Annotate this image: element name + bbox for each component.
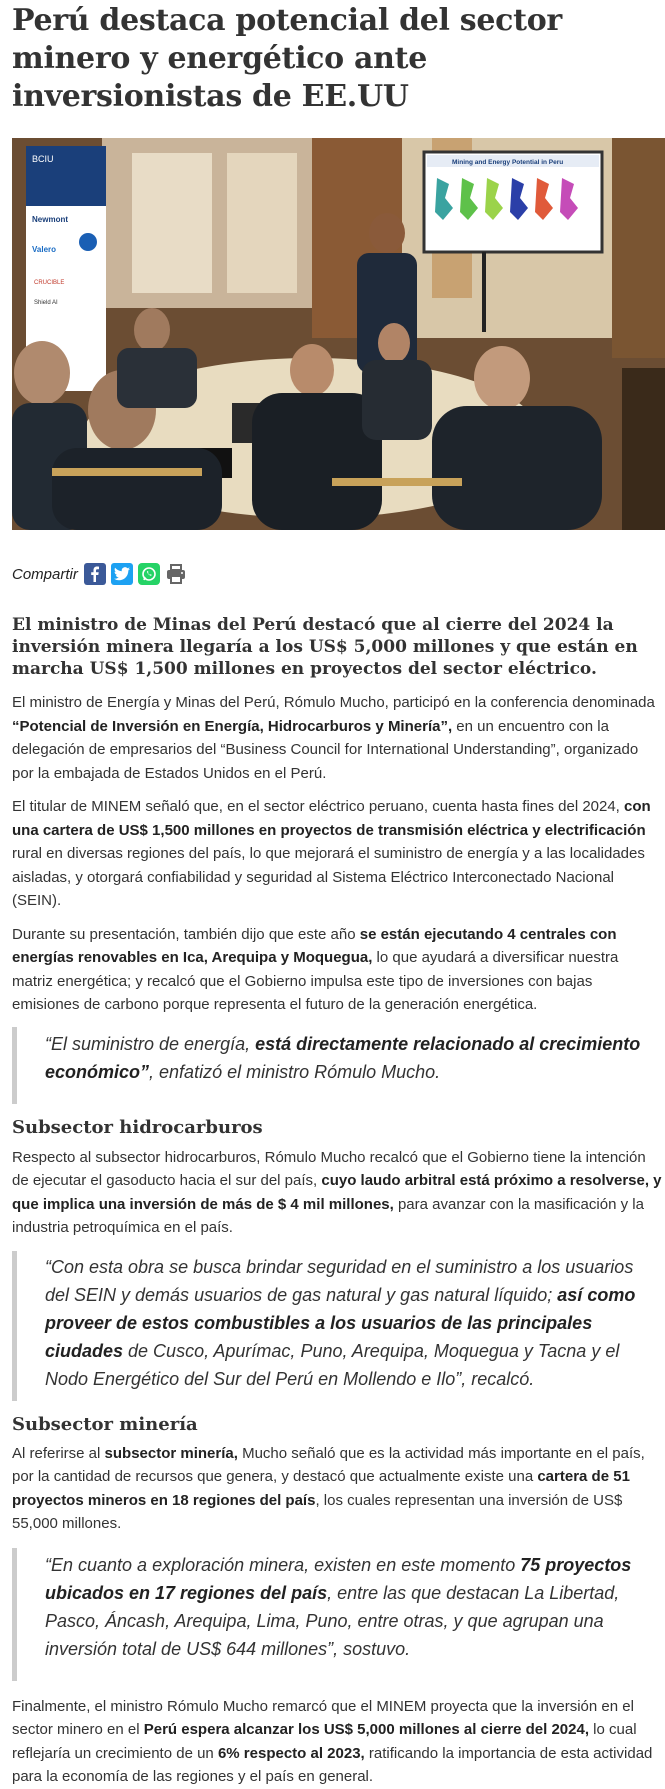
paragraph-6: Finalmente, el ministro Rómulo Mucho remarcó que el MINEM proyecta que la inversión en el sector minero en el Perú espera alcanzar los US$ 5,000 millones al cierre del 2024, lo cual reflejaría un crecimiento de un 6% respecto al 2023, ratificando la importancia de esta actividad para la economía de las regiones y el país en general. bbox=[12, 1697, 653, 1785]
share-label: Compartir bbox=[12, 565, 78, 583]
paragraph-4: Respecto al subsector hidrocarburos, Rómulo Mucho recalcó que el Gobierno tiene la intención de ejecutar el gasoducto hacia el sur del país, cuyo laudo arbitral está próximo a resolverse, y que implica una inversión de más de $ 4 mil millones, para avanzar con la masificación y la industria petroquímica en el país. bbox=[12, 1148, 662, 1236]
screen-title: Mining and Energy Potential in Peru bbox=[452, 159, 564, 166]
whatsapp-icon[interactable] bbox=[138, 563, 160, 585]
paragraph-2: El titular de MINEM señaló que, en el sector eléctrico peruano, cuenta hasta fines del 2024, con una cartera de US$ 1,500 millones en proyectos de transmisión eléctrica y electrificación rural en diversas regiones del país, lo que mejorará el suministro de energía y a las localidades aisladas, y otorgará confiabilidad y seguridad al Sistema Eléctrico Interconectado Nacional (SEIN). bbox=[12, 798, 651, 909]
share-bar bbox=[12, 560, 665, 588]
banner-logo-4: CRUCIBLE bbox=[34, 280, 65, 286]
paragraph-5: Al referirse al subsector minería, Mucho señaló que es la actividad más importante en el país, por la cantidad de recursos que genera, y destacó que actualmente existe una cartera de 51 proyectos mineros en 18 regiones del país, los cuales representan una inversión de US$ 55,000 millones. bbox=[12, 1444, 645, 1532]
paragraph-3: Durante su presentación, también dijo que este año se están ejecutando 4 centrales con energías renovables en Ica, Arequipa y Moquegua, lo que ayudará a diversificar nuestra matriz energética; y recalcó que el Gobierno impulsa este tipo de inversiones con bajas emisiones de carbono porque representa el futuro de la generación energética. bbox=[12, 925, 619, 1013]
banner-logo-2: Valero bbox=[32, 245, 57, 254]
quote-2: “Con esta obra se busca brindar seguridad en el suministro a los usuarios del SEIN y demás usuarios de gas natural y gas natural líquido; así como proveer de estos combustibles a los usuarios de las principales ciudades de Cusco, Apurímac, Puno, Arequipa, Moquegua y Tacna y el Nodo Energético del Sur del Perú en Mollendo e Ilo”, recalcó. bbox=[12, 1251, 652, 1401]
banner-logo-5: Shield AI bbox=[34, 300, 58, 306]
facebook-icon[interactable] bbox=[84, 563, 106, 585]
twitter-icon[interactable] bbox=[111, 563, 133, 585]
heading-mineria: Subsector minería bbox=[12, 1413, 198, 1435]
print-icon[interactable] bbox=[165, 563, 187, 585]
quote-1: “El suministro de energía, está directamente relacionado al crecimiento económico”, enfatizó el ministro Rómulo Mucho. bbox=[12, 1027, 652, 1104]
paragraph-1: El ministro de Energía y Minas del Perú, Rómulo Mucho, participó en la conferencia denominada “Potencial de Inversión en Energía, Hidrocarburos y Minería”, en un encuentro con la delegación de empresarios del “Business Council for International Understanding”, organizado por la embajada de Estados Unidos en el Perú. bbox=[12, 694, 655, 782]
quote-3: “En cuanto a exploración minera, existen en este momento 75 proyectos ubicados en 17 regiones del país, entre las que destacan La Libertad, Pasco, Áncash, Arequipa, Lima, Puno, entre otras, y que agrupan una inversión total de US$ 644 millones”, sostuvo. bbox=[12, 1548, 652, 1681]
article-title: Perú destaca potencial del sector minero y energético ante inversionistas de EE.UU bbox=[12, 3, 562, 114]
hero-illustration bbox=[12, 138, 665, 530]
banner-logo-1: Newmont bbox=[32, 215, 68, 224]
hero-photo bbox=[12, 138, 665, 530]
article-lead: El ministro de Minas del Perú destacó que al cierre del 2024 la inversión minera llegaría a los US$ 5,000 millones y que están en marcha US$ 1,500 millones en proyectos del sector eléctrico. bbox=[12, 615, 638, 679]
banner-title: BCIU bbox=[32, 154, 54, 164]
heading-hidrocarburos: Subsector hidrocarburos bbox=[12, 1116, 263, 1138]
